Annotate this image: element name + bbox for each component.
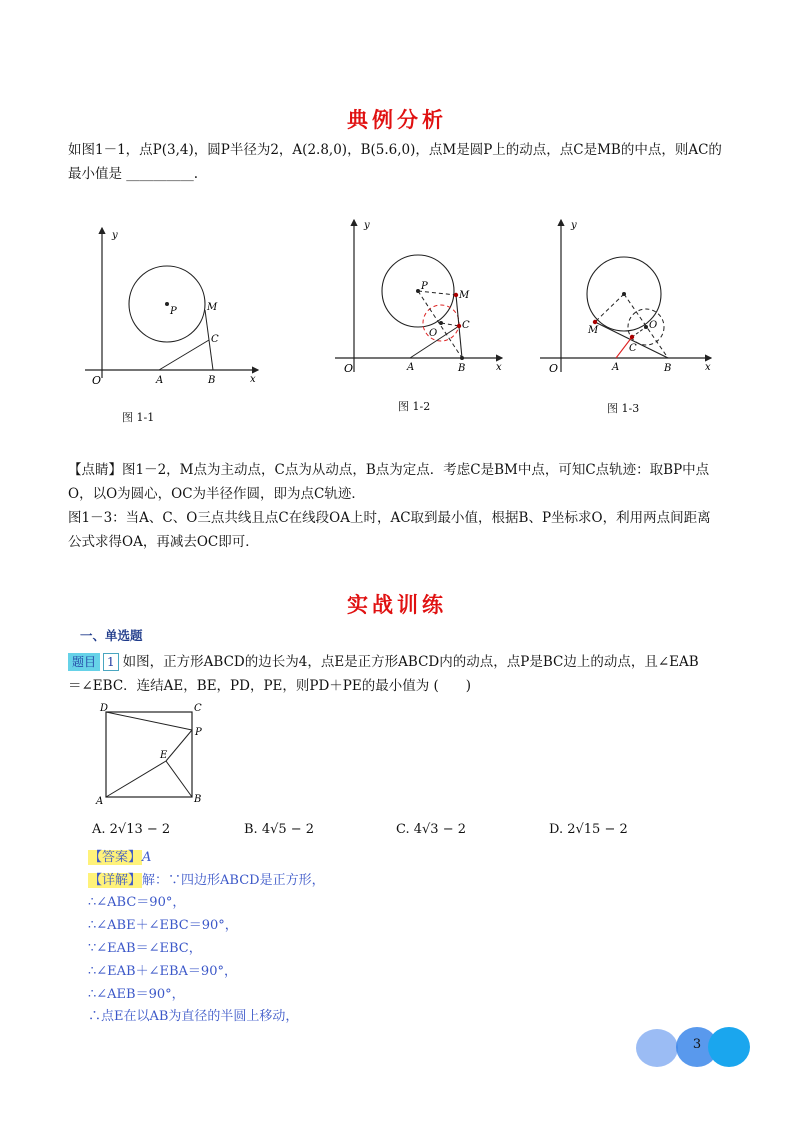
label-c: C <box>211 334 219 345</box>
subheading-single-choice: 一、单选题 <box>80 628 143 643</box>
page-number: 3 <box>692 1037 702 1052</box>
label-c: C <box>194 703 202 714</box>
answer-value: A <box>142 850 152 865</box>
label-o: O <box>92 374 102 387</box>
label-o-center: O <box>649 320 658 331</box>
square-figure <box>92 700 222 808</box>
label-b: B <box>208 375 216 386</box>
label-y: y <box>364 220 370 231</box>
label-a: A <box>156 375 164 386</box>
solution-tag: 【详解】 <box>89 873 142 888</box>
hint-line2: O，以O为圆心，OC为半径作圆，即为点C轨迹． <box>68 486 365 502</box>
label-m: M <box>207 302 218 313</box>
hint-block <box>68 458 728 554</box>
question-tag: 题目 <box>68 653 100 671</box>
example-problem-line2: 最小值是 __________. <box>68 166 199 182</box>
label-c: C <box>462 320 470 331</box>
example-problem <box>68 138 728 186</box>
label-o: O <box>344 362 354 375</box>
solution-line-0 <box>88 869 325 888</box>
label-a: A <box>96 796 104 807</box>
figure-1-1-caption: 图 1-1 <box>122 411 155 424</box>
figure-1-2-caption: 图 1-2 <box>398 400 431 413</box>
answer-tag: 【答案】 <box>89 850 142 865</box>
label-m: M <box>588 325 599 336</box>
label-p: P <box>195 727 202 738</box>
label-b: B <box>664 363 672 374</box>
option-a[interactable]: A. 2√13 − 2 <box>92 822 171 837</box>
hint-line4: 公式求得OA，再减去OC即可． <box>68 534 259 550</box>
figure-1-2 <box>330 210 510 385</box>
page-badge-left <box>636 1029 678 1067</box>
point-p <box>165 302 169 306</box>
label-c: C <box>629 343 637 354</box>
label-b: B <box>458 363 466 374</box>
label-x: x <box>705 362 711 373</box>
label-d: D <box>100 703 109 714</box>
hint-line1: 【点睛】图1－2，M点为主动点，C点为从动点，B点为定点．考虑C是BM中点，可知C点轨迹：取BP中点 <box>68 462 710 478</box>
label-o-center: O <box>429 328 438 339</box>
section-title-example: 典例分析 <box>347 107 447 132</box>
answer-line <box>88 846 151 865</box>
hint-line3: 图1－3：当A、C、O三点共线且点C在线段OA上时，AC取到最小值，根据B、P坐标求O，利用两点间距离 <box>68 510 711 526</box>
label-e: E <box>160 750 168 761</box>
solution-text-0: 解：∵四边形ABCD是正方形， <box>142 873 325 888</box>
label-x: x <box>250 374 256 385</box>
label-p: P <box>421 281 428 292</box>
label-o: O <box>549 362 559 375</box>
label-y: y <box>112 230 118 241</box>
question-line1 <box>68 650 728 674</box>
solution-line-5: ∴∠AEB＝90°， <box>88 987 185 1002</box>
question-1 <box>68 650 728 698</box>
section-title-practice: 实战训练 <box>347 592 447 617</box>
label-m: M <box>459 290 470 301</box>
solution-line-2: ∴∠ABE＋∠EBC＝90°， <box>88 918 238 933</box>
question-text-1: 如图，正方形ABCD的边长为4，点E是正方形ABCD内的动点，点P是BC边上的动点，且∠EAB <box>122 654 699 670</box>
example-problem-line1: 如图1－1，点P(3,4)，圆P半径为2，A(2.8,0)，B(5.6,0)，点M是圆P上的动点，点C是MB的中点，则AC的 <box>68 142 722 158</box>
question-line2: ＝∠EBC．连结AE，BE，PD，PE，则PD＋PE的最小值为 ( ) <box>68 678 472 694</box>
label-p: P <box>170 306 177 317</box>
option-d[interactable]: D. 2√15 − 2 <box>549 822 628 837</box>
solution-line-1: ∴∠ABC＝90°， <box>88 895 186 910</box>
figure-1-1 <box>80 220 270 395</box>
label-b: B <box>194 794 202 805</box>
label-x: x <box>496 362 502 373</box>
solution-line-3: ∵∠EAB＝∠EBC， <box>88 941 202 956</box>
option-c[interactable]: C. 4√3 − 2 <box>396 822 467 837</box>
label-y: y <box>571 220 577 231</box>
solution-line-6: ∴点E在以AB为直径的半圆上移动， <box>88 1009 299 1024</box>
option-b[interactable]: B. 4√5 − 2 <box>244 822 315 837</box>
question-number: 1 <box>103 653 119 671</box>
label-a: A <box>407 362 415 373</box>
solution-line-4: ∴∠EAB＋∠EBA＝90°， <box>88 964 237 979</box>
figure-1-3-caption: 图 1-3 <box>607 402 640 415</box>
label-a: A <box>612 362 620 373</box>
figure-1-3 <box>535 210 720 385</box>
